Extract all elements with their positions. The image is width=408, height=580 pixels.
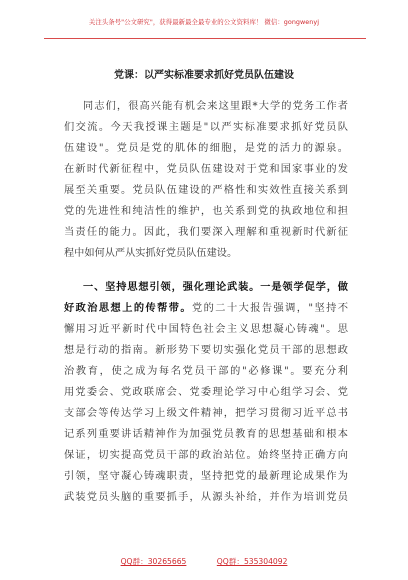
- paragraph-line: 程中如何从严从实抓好党员队伍建设。: [64, 248, 238, 259]
- paragraph-line: 在新时代新征程中，党员队伍建设对于党和国家事业的发: [64, 164, 348, 175]
- footer: [0, 556, 408, 567]
- qq-group-link[interactable]: QQ群：535304092: [216, 557, 288, 566]
- paragraph-line: 记系列重要讲话精神作为加强党员教育的思想基础和根本: [64, 429, 348, 440]
- header-note: 关注头条号"公文研究"，获得最新最全最专业的公文资料库！ 微信：gongwenyj: [88, 18, 320, 26]
- paragraph-line: [64, 298, 348, 319]
- paragraph-line: 武装党员头脑的重要抓手，从源头补给，并作为培训党员: [64, 492, 348, 503]
- paragraph-text: 党的二十大报告强调，"坚持不: [192, 303, 349, 314]
- paragraph-line: 想是行动的指南。新形势下要切实强化党员干部的思想政: [64, 345, 348, 356]
- paragraph-line: 伍建设"。党员是党的肌体的细胞，是党的活力的源泉。: [64, 143, 348, 154]
- paragraph-line: 支部会等传达学习上级文件精神，把学习贯彻习近平总书: [64, 408, 348, 419]
- paragraph-line: 引领，坚守凝心铸魂职责，坚持把党的最新理论成果作为: [64, 471, 348, 482]
- paragraph-line: 用党委会、党政联席会、党委理论学习中心组学习会、党: [64, 387, 348, 398]
- section-heading: 一、坚持思想引领，强化理论武装。一是领学促学，做: [83, 281, 348, 293]
- section-subheading: 好政治思想上的传帮带。: [64, 302, 193, 314]
- paragraph-line: 治教育，使之成为每名党员干部的"必修课"。要充分利: [64, 366, 348, 377]
- paragraph-line: 懈用习近平新时代中国特色社会主义思想凝心铸魂"。思: [64, 324, 348, 335]
- paragraph-line: 党的先进性和纯洁性的维护，也关系到党的执政地位和担: [64, 206, 348, 217]
- paragraph-line: 展至关重要。党员队伍建设的严格性和实效性直接关系到: [64, 185, 348, 196]
- paragraph-line: 保证，切实提高党员干部的政治站位。始终坚持正确方向: [64, 450, 348, 461]
- paragraph-line: 当责任的能力。因此，我们要深入理解和重视新时代新征: [64, 227, 348, 238]
- page-title: 党课：以严实标准要求抓好党员队伍建设: [114, 70, 294, 81]
- qq-group-link[interactable]: QQ群：30265665: [120, 557, 187, 566]
- paragraph-line: 们交流。今天我授课主题是"以严实标准要求抓好党员队: [64, 122, 348, 133]
- paragraph-line: 同志们，很高兴能有机会来这里跟*大学的党务工作者: [83, 101, 348, 112]
- header-divider: [44, 38, 366, 39]
